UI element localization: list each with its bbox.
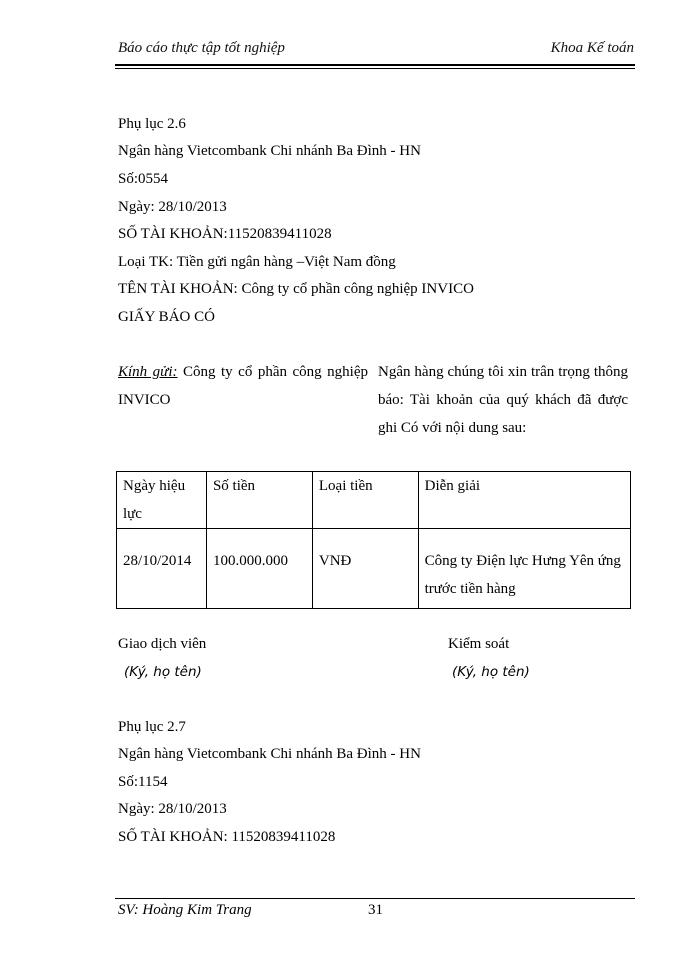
cell-description: Công ty Điện lực Hưng Yên ứng trước tiền hàng	[418, 529, 630, 609]
controller-label: Kiểm soát	[448, 636, 510, 652]
bank-name: Ngân hàng Vietcombank Chi nhánh Ba Đình - HN	[118, 143, 421, 159]
page-number: 31	[368, 902, 383, 918]
appendix-title-2: Phụ lục 2.7	[118, 719, 186, 735]
account-number: SỐ TÀI KHOẢN:11520839411028	[118, 226, 332, 242]
recipient-block	[118, 358, 368, 414]
account-type: Loại TK: Tiền gửi ngân hàng –Việt Nam đồng	[118, 254, 396, 270]
header-rule	[115, 64, 635, 66]
account-number-2: SỐ TÀI KHOẢN: 11520839411028	[118, 829, 336, 845]
recipient-label: Kính gửi:	[118, 364, 178, 380]
cell-effective-date: 28/10/2014	[117, 529, 207, 609]
header-description: Diễn giải	[418, 472, 630, 529]
header-left: Báo cáo thực tập tốt nghiệp	[118, 40, 285, 56]
header-currency: Loại tiền	[312, 472, 418, 529]
appendix-title: Phụ lục 2.6	[118, 116, 186, 132]
bank-notice: Ngân hàng chúng tôi xin trân trọng thông báo: Tài khoản của quý khách đã được ghi Có với nội dung sau:	[378, 364, 628, 436]
bank-name-2: Ngân hàng Vietcombank Chi nhánh Ba Đình - HN	[118, 746, 421, 762]
controller-sign-hint: (Ký, họ tên)	[452, 664, 530, 680]
header-rule-thin	[115, 68, 635, 69]
transaction-table	[116, 471, 631, 609]
doc-date: Ngày: 28/10/2013	[118, 199, 227, 215]
doc-number-2: Số:1154	[118, 774, 168, 790]
document-title: GIẤY BÁO CÓ	[118, 309, 215, 325]
header-amount: Số tiền	[206, 472, 312, 529]
table-header-row	[117, 472, 631, 529]
table-row	[117, 529, 631, 609]
teller-sign-hint: (Ký, họ tên)	[124, 664, 202, 680]
header-right: Khoa Kế toán	[550, 40, 634, 56]
recipient-text: Công ty cổ phần công nghiệp INVICO	[118, 364, 368, 408]
account-name: TÊN TÀI KHOẢN: Công ty cổ phần công nghiệp INVICO	[118, 281, 474, 297]
doc-number: Số:0554	[118, 171, 169, 187]
teller-label: Giao dịch viên	[118, 636, 207, 652]
cell-currency: VNĐ	[312, 529, 418, 609]
header-effective-date: Ngày hiệu lực	[117, 472, 207, 529]
cell-amount: 100.000.000	[206, 529, 312, 609]
footer-rule	[115, 898, 635, 899]
doc-date-2: Ngày: 28/10/2013	[118, 801, 227, 817]
footer-student: SV: Hoàng Kim Trang	[118, 902, 252, 918]
